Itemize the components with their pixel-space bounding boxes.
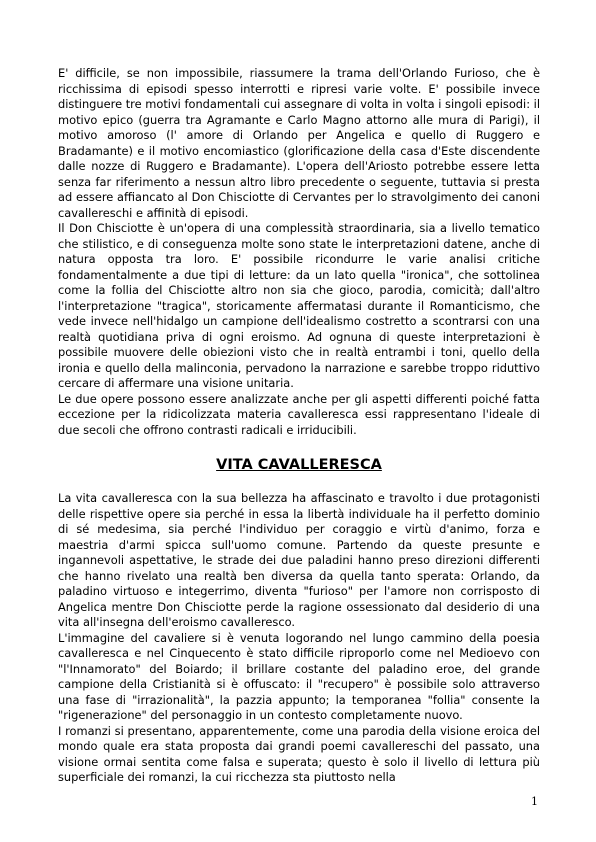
paragraph-don-chisciotte: Il Don Chisciotte è un'opera di una complessità straordinaria, sia a livello tematico che stilistico, e di conseguenza molte sono state le interpretazioni datene, anche di natura opposta tra loro. E' possibile ricondurre le varie analisi critiche fondamentalmente a due tipi di letture: da un lato quella "ironica", che sottolinea come la follia del Chisciotte altro non sia che gioco, parodia, comicità; dall'altro l'interpretazione "tragica", storicamente affermatasi durante il Romanticismo, che vede invece nell'hidalgo un campione dell'idealismo costretto a scontrarsi con una realtà quotidiana priva di ogni eroismo. Ad ognuna di queste interpretazioni è possibile muovere delle obiezioni visto che in realtà entrambi i toni, quello della ironia e quello della malinconia, pervadono la narrazione e sarebbe troppo riduttivo cercare di affermare una visione unitaria. [58, 221, 540, 390]
page-number: 1 [531, 795, 538, 808]
document-body [58, 66, 540, 786]
paragraph-novels-parody: I romanzi si presentano, apparentemente, come una parodia della visione eroica del mondo quale era stata proposta dai grandi poemi cavallereschi del passato, una visione ormai sentita come falsa e superata; questo è solo il livello di lettura più superficiale dei romanzi, la cui ricchezza sta piuttosto nella [58, 723, 540, 784]
section-heading: VITA CAVALLERESCA [216, 457, 382, 473]
paragraph-orlando-summary: E' difficile, se non impossibile, riassumere la trama dell'Orlando Furioso, che è ricchissima di episodi spesso interrotti e ripresi varie volte. E' possibile invece distinguere tre motivi fondamentali cui assegnare di volta in volta i singoli episodi: il motivo epico (guerra tra Agramante e Carlo Magno attorno alle mura di Parigi), il motivo amoroso (l' amore di Orlando per Angelica e quello di Ruggero e Bradamante) e il motivo encomiastico (glorificazione della casa d'Este discendente dalle nozze di Ruggero e Bradamante). L'opera dell'Ariosto potrebbe essere letta senza far riferimento a nessun altro libro precedente o seguente, tuttavia si presta ad essere affiancato al Don Chisciotte di Cervantes per lo stravolgimento dei canoni cavallereschi e affinità di episodi. [58, 66, 540, 220]
paragraph-two-works: Le due opere possono essere analizzate anche per gli aspetti differenti poiché fatta eccezione per la ridicolizzata materia cavalleresca essi rappresentano l'ideale di due secoli che offrono contrasti radicali e irriducibili. [58, 391, 540, 437]
paragraph-knight-image: L'immagine del cavaliere si è venuta logorando nel lungo cammino della poesia cavalleresca e nel Cinquecento è stato difficile riproporlo come nel Medioevo con "l'Innamorato" del Boiardo; il brillare costante del paladino eroe, del grande campione della Cristianità si è offuscato: il "recupero" è possibile solo attraverso una fase di "irrazionalità", la pazzia appunto; la temporanea "follia" consente la "rigenerazione" del personaggio in un contesto completamente nuovo. [58, 630, 540, 722]
paragraph-chivalric-life: La vita cavalleresca con la sua bellezza ha affascinato e travolto i due protagonisti delle rispettive opere sia perché in essa la libertà individuale ha il perfetto dominio di sé medesima, sia perché l'individuo per coraggio e virtù d'animo, forza e maestria d'armi spicca sull'uomo comune. Partendo da queste presunte e ingannevoli aspettative, le strade dei due paladini hanno preso direzioni differenti che hanno rivelato una realtà ben diversa da quella tanto sperata: Orlando, da paladino virtuoso e integerrimo, diventa "furioso" per l'amore non corrisposto di Angelica mentre Don Chisciotte perde la ragione ossessionato dal desiderio di una vita all'insegna dell'eroismo cavalleresco. [58, 491, 540, 629]
